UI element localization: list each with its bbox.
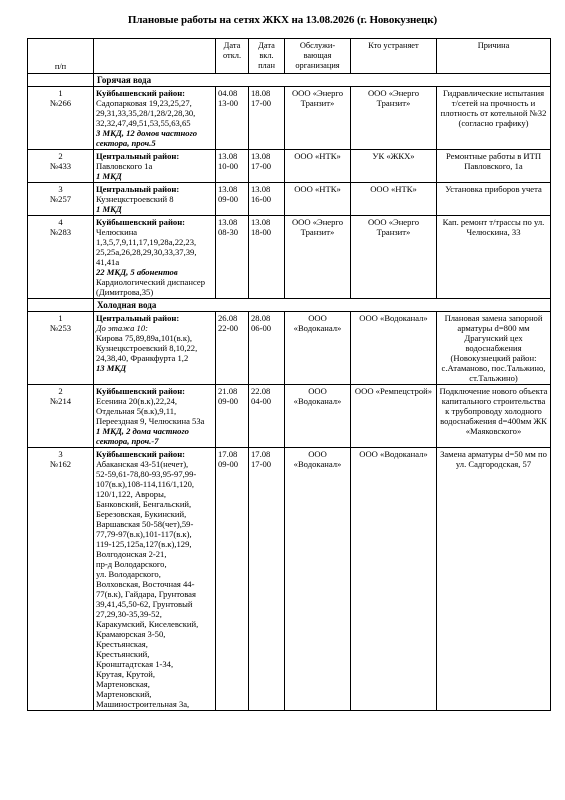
row-fixer: ООО «Ремпецстрой» — [351, 385, 437, 448]
row-fixer: ООО «Водоканал» — [351, 448, 437, 711]
works-table — [27, 38, 551, 711]
row-date-off: 17.08 09-00 — [216, 448, 249, 711]
table-row — [28, 385, 551, 448]
header-num: п/п — [28, 39, 94, 74]
header-org: Обслужи-вающая организация — [285, 39, 351, 74]
row-address: Куйбышевский район: Есенина 20(в.к),22,24, Отдельная 5(в.к),9,11, Переездная 9, Челюскина 53а 1 МКД, 2 дома частного сектора, проч.-7 — [94, 385, 216, 448]
row-fixer: ООО «НТК» — [351, 183, 437, 216]
row-reason: Установка приборов учета — [437, 183, 551, 216]
row-org: ООО «Водоканал» — [285, 385, 351, 448]
row-reason: Ремонтные работы в ИТП Павловского, 1а — [437, 150, 551, 183]
row-fixer: УК «ЖКХ» — [351, 150, 437, 183]
row-number: 4 №283 — [28, 216, 94, 299]
section-row-cold — [28, 299, 551, 312]
row-org: ООО «Энерго Транзит» — [285, 87, 351, 150]
row-date-off: 13.08 10-00 — [216, 150, 249, 183]
row-address: Куйбышевский район: Садопарковая 19,23,25,27, 29,31,33,35,28/1,28/2,28,30, 32,32,47,49,51,53,55,63,65 3 МКД, 12 домов частного сектора, проч.5 — [94, 87, 216, 150]
table-header-row — [28, 39, 551, 74]
row-date-on: 13.08 17-00 — [249, 150, 285, 183]
header-date-off: Дата откл. — [216, 39, 249, 74]
row-date-on: 13.08 16-00 — [249, 183, 285, 216]
row-number: 2 №433 — [28, 150, 94, 183]
row-date-on: 18.08 17-00 — [249, 87, 285, 150]
row-date-off: 21.08 09-00 — [216, 385, 249, 448]
table-row — [28, 87, 551, 150]
row-date-off: 13.08 08-30 — [216, 216, 249, 299]
row-reason: Гидравлические испытания т/сетей на прочность и плотность от котельной №32 (согласно графику) — [437, 87, 551, 150]
header-date-on: Дата вкл. план — [249, 39, 285, 74]
table-row — [28, 183, 551, 216]
row-number: 1 №266 — [28, 87, 94, 150]
page-title: Плановые работы на сетях ЖКХ на 13.08.2026 (г. Новокузнецк) — [127, 14, 438, 26]
table-row — [28, 150, 551, 183]
row-reason: Плановая замена запорной арматуры d=800 мм Драгунский цех водоснабжения (Новокузнецкий район: с.Атаманово, пос.Тальжино, ст.Тальжино) — [437, 312, 551, 385]
table-row — [28, 312, 551, 385]
row-fixer: ООО «Энерго Транзит» — [351, 87, 437, 150]
section-title-hot: Горячая вода — [94, 74, 551, 87]
row-address: Центральный район: До этажа 10: Кирова 75,89,89а,101(в.к), Кузнецкстроевский 8,10,22, 24,38,40, Франкфурта 1,2 13 МКД — [94, 312, 216, 385]
row-address: Куйбышевский район: Абаканская 43-51(нечет), 52-59,61-78,80-93,95-97,99- 107(в.к),108-114,116/1,120, 120/1,122, Авроры, Банковский, Бенгальский, Березовская, Букинский, Варшавская 50-58(чет),59- 77,79-97(в.к),101-117(в.к), 119-125,125а,127(в.к),129, Волгодонская 2-21, пр-д Володарского, ул. Володарского, Волховская, Восточная 44- 77(в.к), Гайдара, Грунтовая 39,41,45,50-62, Грунтовый 27,29,30-35,39-52, Каракумский, Киселевский, Крамаюрская 3-50, Крестьянская, Крестьянский, Кронштадтская 1-34, Крутая, Крутой, Мартеновская, Мартеновский, Машиностроительная 3а, — [94, 448, 216, 711]
row-fixer: ООО «Энерго Транзит» — [351, 216, 437, 299]
row-date-on: 17.08 17-00 — [249, 448, 285, 711]
row-date-on: 22.08 04-00 — [249, 385, 285, 448]
row-address: Центральный район: Кузнецкстроевский 8 1 МКД — [94, 183, 216, 216]
row-number: 1 №253 — [28, 312, 94, 385]
row-date-on: 28.08 06-00 — [249, 312, 285, 385]
row-number: 2 №214 — [28, 385, 94, 448]
row-date-on: 13.08 18-00 — [249, 216, 285, 299]
section-title-cold: Холодная вода — [94, 299, 551, 312]
row-date-off: 26.08 22-00 — [216, 312, 249, 385]
section-row-hot — [28, 74, 551, 87]
row-org: ООО «Энерго Транзит» — [285, 216, 351, 299]
row-org: ООО «НТК» — [285, 183, 351, 216]
row-address: Куйбышевский район: Челюскина 1,3,5,7,9,11,17,19,28а,22,23, 25,25а,26,28,29,30,33,37,39, 41,41а 22 МКД, 5 абонентов Кардиологический диспансер (Димитрова,35) — [94, 216, 216, 299]
header-address — [94, 39, 216, 74]
row-date-off: 04.08 13-00 — [216, 87, 249, 150]
row-number: 3 №162 — [28, 448, 94, 711]
header-reason: Причина — [437, 39, 551, 74]
row-org: ООО «НТК» — [285, 150, 351, 183]
row-reason: Подключение нового объекта капитального строительства к трубопроводу холодного водоснабжения d=400мм ЖК «Маяковского» — [437, 385, 551, 448]
row-org: ООО «Водоканал» — [285, 312, 351, 385]
row-reason: Замена арматуры d=50 мм по ул. Садгородская, 57 — [437, 448, 551, 711]
row-reason: Кап. ремонт т/трассы по ул. Челюскина, 33 — [437, 216, 551, 299]
header-fixer: Кто устраняет — [351, 39, 437, 74]
row-number: 3 №257 — [28, 183, 94, 216]
row-date-off: 13.08 09-00 — [216, 183, 249, 216]
row-address: Центральный район: Павловского 1а 1 МКД — [94, 150, 216, 183]
row-fixer: ООО «Водоканал» — [351, 312, 437, 385]
table-row — [28, 216, 551, 299]
table-row — [28, 448, 551, 711]
row-org: ООО «Водоканал» — [285, 448, 351, 711]
